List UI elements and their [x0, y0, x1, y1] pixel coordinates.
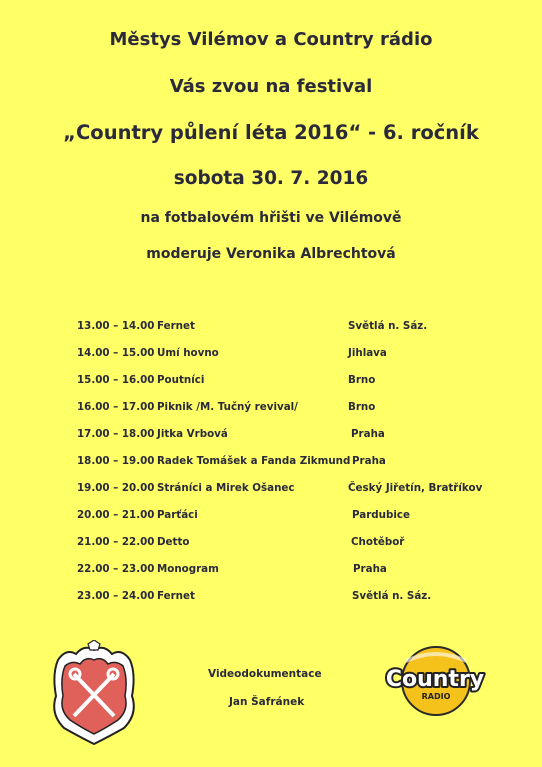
schedule-time: 14.00 – 15.00	[77, 347, 155, 359]
svg-text:RADIO: RADIO	[421, 692, 451, 701]
venue-line: na fotbalovém hřišti ve Vilémově	[140, 210, 402, 226]
schedule-band: Detto	[157, 536, 190, 548]
schedule-band: Umí hovno	[157, 347, 219, 359]
logo-wordmark	[386, 667, 484, 701]
schedule-place: Pardubice	[352, 509, 410, 521]
schedule-row	[0, 590, 542, 606]
video-documentation-label: Videodokumentace	[208, 668, 322, 680]
schedule-place: Světlá n. Sáz.	[352, 590, 432, 602]
schedule-row	[0, 347, 542, 363]
schedule-time: 16.00 – 17.00	[77, 401, 155, 413]
schedule-time: 17.00 – 18.00	[77, 428, 155, 440]
schedule-band: Piknik /M. Tučný revival/	[157, 401, 298, 413]
schedule-place: Praha	[352, 455, 386, 467]
schedule-band: Jitka Vrbová	[157, 428, 228, 440]
schedule-place: Jihlava	[348, 347, 387, 359]
video-author: Jan Šafránek	[229, 696, 305, 708]
schedule-row	[0, 428, 542, 444]
schedule-time: 22.00 – 23.00	[77, 563, 155, 575]
country-radio-logo	[384, 645, 486, 717]
schedule-row	[0, 482, 542, 498]
festival-date: sobota 30. 7. 2016	[173, 168, 369, 189]
schedule-place: Světlá n. Sáz.	[348, 320, 428, 332]
schedule-band: Radek Tomášek a Fanda Zikmund	[157, 455, 351, 467]
schedule-place: Praha	[351, 428, 385, 440]
schedule-row	[0, 563, 542, 579]
schedule-row	[0, 536, 542, 552]
schedule-row	[0, 374, 542, 390]
schedule-time: 21.00 – 22.00	[77, 536, 155, 548]
schedule-time: 23.00 – 24.00	[77, 590, 155, 602]
schedule-time: 13.00 – 14.00	[77, 320, 155, 332]
schedule-place: Český Jiřetín, Bratříkov	[348, 482, 483, 494]
schedule-place: Chotěboř	[351, 536, 405, 548]
schedule-row	[0, 320, 542, 336]
schedule-place: Brno	[348, 401, 376, 413]
festival-title: „Country půlení léta 2016“ - 6. ročník	[63, 121, 479, 144]
schedule-row	[0, 509, 542, 525]
schedule-place: Brno	[348, 374, 376, 386]
schedule-time: 18.00 – 19.00	[77, 455, 155, 467]
schedule-band: Stráníci a Mirek Ošanec	[157, 482, 295, 494]
header-line-2: Vás zvou na festival	[169, 76, 373, 97]
schedule-band: Parťáci	[157, 509, 198, 521]
schedule-band: Fernet	[157, 320, 195, 332]
moderator-line: moderuje Veronika Albrechtová	[146, 246, 396, 262]
schedule-time: 20.00 – 21.00	[77, 509, 155, 521]
schedule-band: Monogram	[157, 563, 219, 575]
schedule-band: Fernet	[157, 590, 195, 602]
schedule-row	[0, 401, 542, 417]
header-line-1: Městys Vilémov a Country rádio	[109, 29, 433, 50]
svg-text:Country: Country	[385, 667, 485, 692]
schedule-time: 15.00 – 16.00	[77, 374, 155, 386]
schedule-row	[0, 455, 542, 471]
schedule-place: Praha	[353, 563, 387, 575]
schedule-band: Poutníci	[157, 374, 205, 386]
schedule-time: 19.00 – 20.00	[77, 482, 155, 494]
vilemov-coat-of-arms-icon	[48, 640, 140, 746]
